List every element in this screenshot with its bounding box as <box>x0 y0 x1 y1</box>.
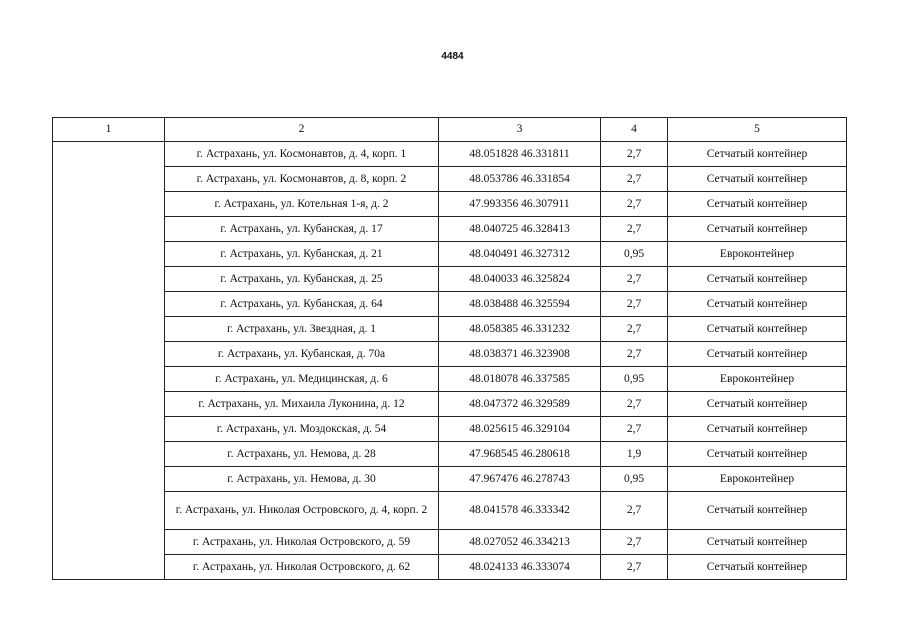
page-number: 4484 <box>441 51 464 62</box>
cell-volume: 2,7 <box>601 142 668 167</box>
cell-address: г. Астрахань, ул. Кубанская, д. 70а <box>165 342 439 367</box>
cell-address: г. Астрахань, ул. Немова, д. 28 <box>165 442 439 467</box>
header-col-5: 5 <box>668 118 847 142</box>
cell-coordinates: 48.038371 46.323908 <box>439 342 601 367</box>
table-row <box>53 392 847 417</box>
cell-address: г. Астрахань, ул. Николая Островского, д. 62 <box>165 555 439 580</box>
cell-container-type: Сетчатый контейнер <box>668 192 847 217</box>
cell-coordinates: 48.027052 46.334213 <box>439 530 601 555</box>
cell-volume: 2,7 <box>601 530 668 555</box>
cell-coordinates: 48.041578 46.333342 <box>439 492 601 530</box>
cell-coordinates: 48.058385 46.331232 <box>439 317 601 342</box>
cell-coordinates: 47.967476 46.278743 <box>439 467 601 492</box>
table-row <box>53 467 847 492</box>
cell-coordinates: 48.038488 46.325594 <box>439 292 601 317</box>
cell-coordinates: 48.040725 46.328413 <box>439 217 601 242</box>
header-row <box>53 118 847 142</box>
cell-col-1-merged <box>53 142 165 580</box>
cell-volume: 0,95 <box>601 467 668 492</box>
cell-address: г. Астрахань, ул. Моздокская, д. 54 <box>165 417 439 442</box>
table-row <box>53 317 847 342</box>
cell-volume: 2,7 <box>601 167 668 192</box>
cell-address: г. Астрахань, ул. Немова, д. 30 <box>165 467 439 492</box>
cell-volume: 2,7 <box>601 342 668 367</box>
cell-container-type: Сетчатый контейнер <box>668 267 847 292</box>
cell-coordinates: 48.040491 46.327312 <box>439 242 601 267</box>
cell-volume: 2,7 <box>601 392 668 417</box>
header-col-4: 4 <box>601 118 668 142</box>
table-row <box>53 142 847 167</box>
table-row <box>53 492 847 530</box>
cell-container-type: Сетчатый контейнер <box>668 492 847 530</box>
cell-address: г. Астрахань, ул. Николая Островского, д. 59 <box>165 530 439 555</box>
table-row <box>53 192 847 217</box>
table-row <box>53 530 847 555</box>
container-sites-table <box>52 117 847 580</box>
cell-coordinates: 48.040033 46.325824 <box>439 267 601 292</box>
cell-address: г. Астрахань, ул. Космонавтов, д. 8, корп. 2 <box>165 167 439 192</box>
cell-volume: 2,7 <box>601 267 668 292</box>
cell-coordinates: 47.993356 46.307911 <box>439 192 601 217</box>
cell-container-type: Сетчатый контейнер <box>668 417 847 442</box>
cell-coordinates: 48.051828 46.331811 <box>439 142 601 167</box>
cell-address: г. Астрахань, ул. Николая Островского, д. 4, корп. 2 <box>165 492 439 530</box>
cell-container-type: Сетчатый контейнер <box>668 342 847 367</box>
cell-volume: 2,7 <box>601 555 668 580</box>
cell-container-type: Сетчатый контейнер <box>668 392 847 417</box>
cell-coordinates: 48.047372 46.329589 <box>439 392 601 417</box>
cell-coordinates: 48.025615 46.329104 <box>439 417 601 442</box>
cell-container-type: Евроконтейнер <box>668 242 847 267</box>
cell-container-type: Сетчатый контейнер <box>668 442 847 467</box>
cell-volume: 0,95 <box>601 242 668 267</box>
cell-volume: 2,7 <box>601 417 668 442</box>
cell-container-type: Евроконтейнер <box>668 367 847 392</box>
cell-volume: 0,95 <box>601 367 668 392</box>
cell-address: г. Астрахань, ул. Кубанская, д. 21 <box>165 242 439 267</box>
cell-container-type: Сетчатый контейнер <box>668 530 847 555</box>
cell-volume: 2,7 <box>601 292 668 317</box>
cell-container-type: Сетчатый контейнер <box>668 142 847 167</box>
cell-coordinates: 48.018078 46.337585 <box>439 367 601 392</box>
cell-address: г. Астрахань, ул. Медицинская, д. 6 <box>165 367 439 392</box>
cell-address: г. Астрахань, ул. Звездная, д. 1 <box>165 317 439 342</box>
cell-volume: 2,7 <box>601 217 668 242</box>
cell-address: г. Астрахань, ул. Михаила Луконина, д. 12 <box>165 392 439 417</box>
table-row <box>53 292 847 317</box>
cell-container-type: Сетчатый контейнер <box>668 292 847 317</box>
table-header <box>53 118 847 142</box>
cell-address: г. Астрахань, ул. Кубанская, д. 64 <box>165 292 439 317</box>
cell-container-type: Сетчатый контейнер <box>668 217 847 242</box>
table-row <box>53 555 847 580</box>
header-col-1: 1 <box>53 118 165 142</box>
table-body <box>53 142 847 580</box>
cell-container-type: Сетчатый контейнер <box>668 555 847 580</box>
cell-volume: 2,7 <box>601 492 668 530</box>
cell-address: г. Астрахань, ул. Котельная 1-я, д. 2 <box>165 192 439 217</box>
table-row <box>53 167 847 192</box>
table-row <box>53 242 847 267</box>
cell-volume: 2,7 <box>601 317 668 342</box>
cell-container-type: Евроконтейнер <box>668 467 847 492</box>
cell-address: г. Астрахань, ул. Космонавтов, д. 4, корп. 1 <box>165 142 439 167</box>
header-col-2: 2 <box>165 118 439 142</box>
cell-coordinates: 47.968545 46.280618 <box>439 442 601 467</box>
table-row <box>53 217 847 242</box>
cell-container-type: Сетчатый контейнер <box>668 317 847 342</box>
table-row <box>53 267 847 292</box>
cell-address: г. Астрахань, ул. Кубанская, д. 25 <box>165 267 439 292</box>
cell-coordinates: 48.053786 46.331854 <box>439 167 601 192</box>
table-row <box>53 442 847 467</box>
cell-coordinates: 48.024133 46.333074 <box>439 555 601 580</box>
table-row <box>53 342 847 367</box>
cell-volume: 1,9 <box>601 442 668 467</box>
table-row <box>53 367 847 392</box>
table-row <box>53 417 847 442</box>
cell-container-type: Сетчатый контейнер <box>668 167 847 192</box>
cell-address: г. Астрахань, ул. Кубанская, д. 17 <box>165 217 439 242</box>
cell-volume: 2,7 <box>601 192 668 217</box>
header-col-3: 3 <box>439 118 601 142</box>
